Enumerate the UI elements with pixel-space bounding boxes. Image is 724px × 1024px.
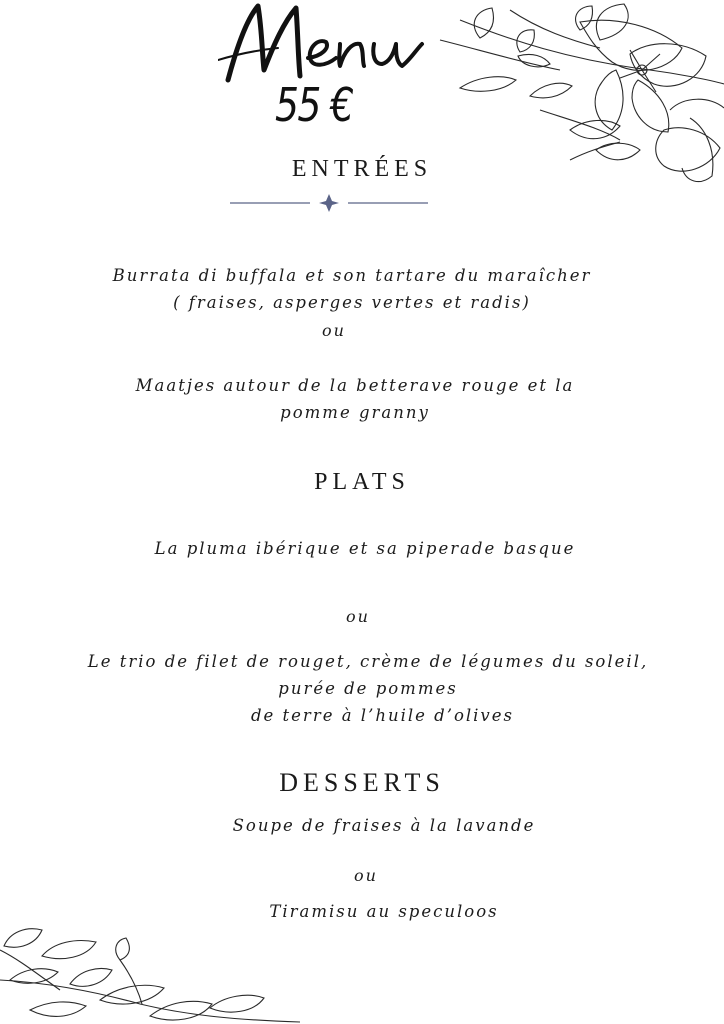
dessert-item-tiramisu: Tiramisu au speculoos [269, 902, 499, 921]
section-title-entrees: ENTRÉES [291, 156, 433, 182]
plat-item-rouget: Le trio de filet de rouget, crème de légumes du soleil, purée de pommes de terre à l’huile d’olives [87, 652, 649, 725]
section-title-desserts: DESSERTS [279, 768, 445, 797]
ornament-divider-icon [230, 193, 428, 213]
plat-or-separator: ou [346, 607, 370, 626]
floral-decoration-bottom-icon [0, 920, 300, 1024]
dessert-item-soupe: Soupe de fraises à la lavande [232, 816, 536, 835]
entree-or-separator: ou [322, 321, 346, 340]
section-title-plats: PLATS [314, 469, 410, 495]
entree-item-burrata: Burrata di buffala et son tartare du maraîcher ( fraises, asperges vertes et radis) [112, 266, 592, 312]
menu-price: 55 € [275, 78, 353, 132]
entree-item-maatjes: Maatjes autour de la betterave rouge et la pomme granny [135, 376, 575, 422]
dessert-or-separator: ou [354, 866, 378, 885]
plat-item-pluma: La pluma ibérique et sa piperade basque [154, 539, 576, 558]
